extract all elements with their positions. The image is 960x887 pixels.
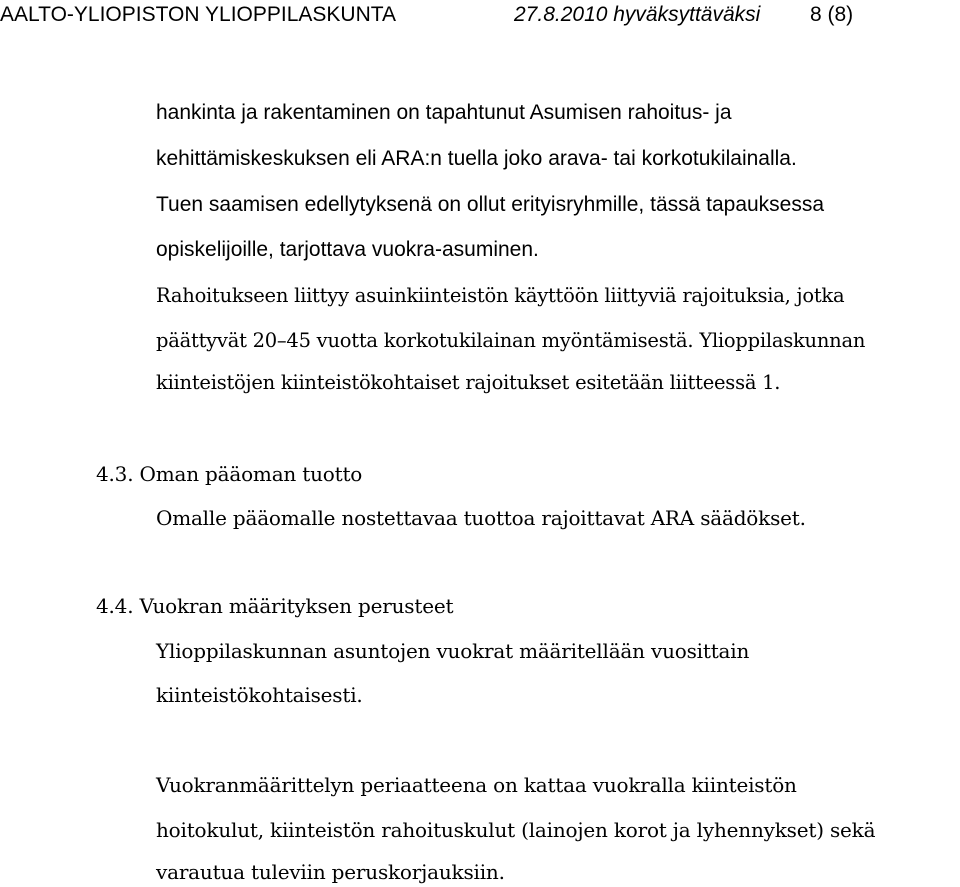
- text-line: kehittämiskeskuksen eli ARA:n tuella joko arava- tai korkotukilainalla.: [156, 147, 797, 170]
- document-date: 27.8.2010 hyväksyttäväksi: [514, 3, 761, 26]
- organization-name: AALTO-YLIOPISTON YLIOPPILASKUNTA: [0, 3, 397, 26]
- section-heading: 4.3. Oman pääoman tuotto: [96, 462, 363, 486]
- text-line: hoitokulut, kiinteistön rahoituskulut (lainojen korot ja lyhennykset) sekä: [156, 818, 876, 842]
- text-line: päättyvät 20–45 vuotta korkotukilainan myöntämisestä. Ylioppilaskunnan: [156, 329, 866, 352]
- text-line: Rahoitukseen liittyy asuinkiinteistön käyttöön liittyviä rajoituksia, jotka: [156, 284, 845, 307]
- section-heading: 4.4. Vuokran määrityksen perusteet: [96, 594, 454, 618]
- text-line: opiskelijoille, tarjottava vuokra-asuminen.: [156, 238, 539, 261]
- text-line: Ylioppilaskunnan asuntojen vuokrat määritellään vuosittain: [156, 639, 750, 663]
- text-line: Tuen saamisen edellytyksenä on ollut erityisryhmille, tässä tapauksessa: [156, 193, 825, 216]
- page-header: [0, 2, 960, 32]
- text-line: Vuokranmäärittelyn periaatteena on kattaa vuokralla kiinteistön: [156, 773, 797, 797]
- text-line: kiinteistöjen kiinteistökohtaiset rajoitukset esitetään liitteessä 1.: [156, 371, 781, 394]
- text-line: Omalle pääomalle nostettavaa tuottoa rajoittavat ARA säädökset.: [156, 506, 806, 530]
- text-line: kiinteistökohtaisesti.: [156, 683, 363, 707]
- text-line: varautua tuleviin peruskorjauksiin.: [156, 860, 505, 884]
- page-number: 8 (8): [810, 3, 854, 26]
- text-line: hankinta ja rakentaminen on tapahtunut Asumisen rahoitus- ja: [156, 101, 732, 124]
